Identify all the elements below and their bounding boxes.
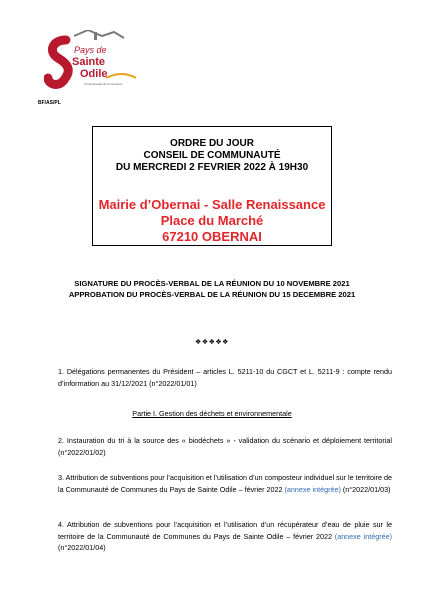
agenda-item-1: 1. Délégations permanentes du Président – articles L. 5211-10 du CGCT et L. 5211-9 : compte rendu d’information au 31/12/2021 (n°2022/01/01) [58, 367, 392, 388]
venue-street: Place du Marché [160, 213, 264, 228]
separator-ornament: ❖❖❖❖❖ [195, 339, 229, 346]
logo [44, 30, 144, 96]
venue-city: 67210 OBERNAI [162, 229, 262, 244]
logo-line-2: Sainte [72, 56, 106, 68]
agenda-item-3 [58, 472, 392, 495]
agenda-item-4-text: 4. Attribution de subventions pour l’acquisition et l’utilisation d’un récupérateur d’eau de pluie sur le territoire de la Communauté de Communes du Pays de Sainte Odile – février 2022 [58, 520, 392, 541]
annex-link-4[interactable]: (annexe intégrée) [334, 531, 392, 541]
annex-link-3[interactable]: (annexe intégrée) [284, 484, 341, 494]
agenda-item-4 [58, 519, 392, 554]
venue-name: Mairie d’Obernai - Salle Renaissance [98, 197, 326, 212]
agenda-item-4-ref: (n°2022/01/04) [58, 543, 106, 552]
agenda-item-3-ref: (n°2022/01/03) [340, 484, 391, 494]
header-subtitle: CONSEIL DE COMMUNAUTÉ [143, 150, 281, 161]
document-reference: BF/AS/PL [38, 100, 61, 106]
signature-line: SIGNATURE DU PROCÈS-VERBAL DE LA RÉUNION DU 10 NOVEMBRE 2021 [74, 279, 350, 288]
section-heading: Partie I. Gestion des déchets et environnementale [132, 409, 292, 418]
header-title: ORDRE DU JOUR [170, 138, 254, 149]
logo-line-3: Odile [80, 68, 108, 80]
header-box [92, 126, 332, 246]
header-date: DU MERCREDI 2 FEVRIER 2022 À 19H30 [115, 162, 309, 173]
agenda-item-3-text: 3. Attribution de subventions pour l’acquisition et l’utilisation d’un composteur individuel sur le territoire de la Communauté de Communes du Pays de Sainte Odile – février 2022 [58, 473, 393, 494]
approval-line: APPROBATION DU PROCÈS-VERBAL DE LA RÉUNION DU 15 DECEMBRE 2021 [68, 290, 356, 299]
logo-line-1: Pays de [74, 45, 107, 55]
logo-subtitle: Communauté de Communes [84, 82, 123, 86]
agenda-item-2: 2. Instauration du tri à la source des « biodéchets » - validation du scénario et déploiement territorial (n°2022/01/02) [58, 436, 392, 457]
